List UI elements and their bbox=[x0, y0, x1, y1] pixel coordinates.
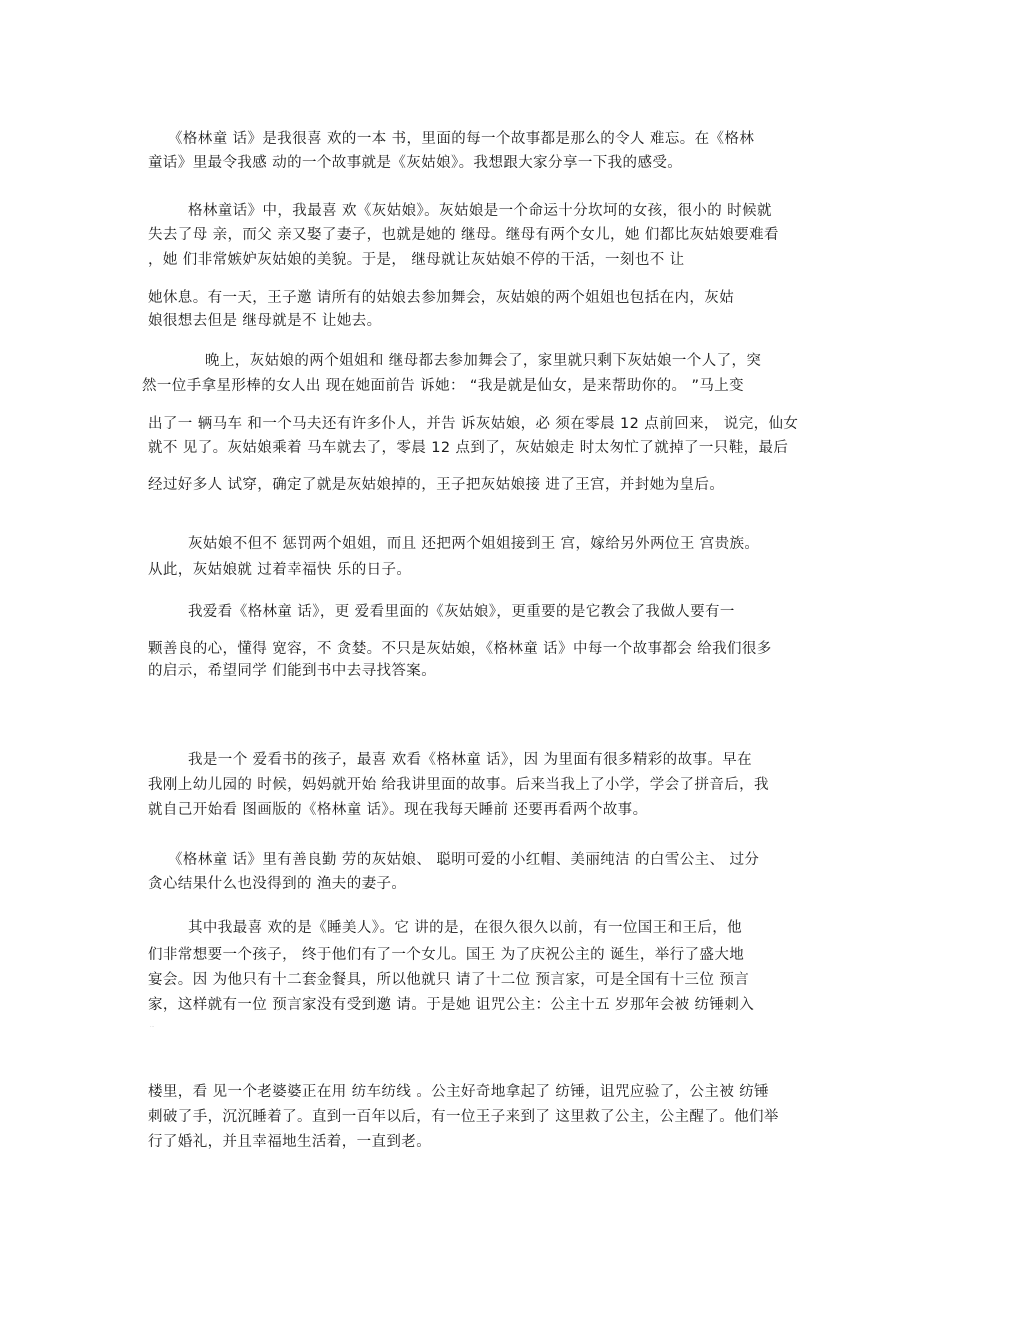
text-line: 的启示，希望同学 们能到书中去寻找答案。 bbox=[148, 663, 437, 679]
text-line: 刺破了手，沉沉睡着了。直到一百年以后，有一位王子来到了 这里救了公主，公主醒了。他们举 bbox=[148, 1109, 779, 1125]
text-line: 从此，灰姑娘就 过着幸福快 乐的日子。 bbox=[148, 562, 412, 578]
text-line: 童话》里最令我感 动的一个故事就是《灰姑娘》。我想跟大家分享一下我的感受。 bbox=[148, 155, 683, 171]
text-line: 们非常想要一个孩子， 终于他们有了一个女儿。国王 为了庆祝公主的 诞生，举行了盛大地 bbox=[148, 947, 745, 963]
text-line: 其中我最喜 欢的是《睡美人》。它 讲的是，在很久很久以前，有一位国王和王后，他 bbox=[188, 920, 743, 936]
text-line: 《格林童 话》里有善良勤 劳的灰姑娘、 聪明可爱的小红帽、美丽纯洁 的白雪公主、 过分 bbox=[168, 852, 760, 868]
text-line: 我爱看《格林童 话》，更 爱看里面的《灰姑娘》，更重要的是它教会了我做人要有一 bbox=[188, 604, 735, 620]
text-line: 颗善良的心，懂得 宽容，不 贪婪。不只是灰姑娘，《格林童 话》中每一个故事都会 给我们很多 bbox=[148, 641, 772, 657]
text-line: 贪心结果什么也没得到的 渔夫的妻子。 bbox=[148, 876, 407, 892]
text-line: 就自己开始看 图画版的《格林童 话》。现在我每天睡前 还要再看两个故事。 bbox=[148, 802, 648, 818]
text-line: 娘很想去但是 继母就是不 让她去。 bbox=[148, 313, 382, 329]
text-line: 失去了母 亲，而父 亲又娶了妻子，也就是她的 继母。继母有两个女儿，她 们都比灰姑娘要难看 bbox=[148, 227, 779, 243]
text-line: 《格林童 话》是我很喜 欢的一本 书，里面的每一个故事都是那么的令人 难忘。在《格林 bbox=[168, 131, 755, 147]
text-line: 我是一个 爱看书的孩子，最喜 欢看《格林童 话》，因 为里面有很多精彩的故事。早在 bbox=[188, 752, 753, 768]
text-line: 格林童话》中，我最喜 欢《灰姑娘》。灰姑娘是一个命运十分坎坷的女孩，很小的 时候就 bbox=[188, 203, 772, 219]
text-line: 灰姑娘不但不 惩罚两个姐姐，而且 还把两个姐姐接到王 宫，嫁给另外两位王 宫贵族。 bbox=[188, 536, 760, 552]
text-line: 家，这样就有一位 预言家没有受到邀 请。于是她 诅咒公主：公主十五 岁那年会被 纺锤刺入 bbox=[148, 997, 755, 1013]
text-line: 经过好多人 试穿，确定了就是灰姑娘掉的，王子把灰姑娘接 进了王宫，并封她为皇后。 bbox=[148, 477, 725, 493]
text-line: 行了婚礼，并且幸福地生活着，一直到老。 bbox=[148, 1134, 432, 1150]
text-line: 出了一 辆马车 和一个马夫还有许多仆人，并告 诉灰姑娘，必 须在零晨 12 点前回来， 说完，仙女 bbox=[148, 416, 799, 432]
text-line: 楼里，看 见一个老婆婆正在用 纺车纺线 。公主好奇地拿起了 纺锤，诅咒应验了，公主被 纺锤 bbox=[148, 1084, 770, 1100]
text-line: 晚上，灰姑娘的两个姐姐和 继母都去参加舞会了，家里就只剩下灰姑娘一个人了，突 bbox=[205, 353, 762, 369]
text-line: 宴会。因 为他只有十二套金餐具，所以他就只 请了十二位 预言家，可是全国有十三位 预言 bbox=[148, 972, 750, 988]
text-line: 她休息。有一天，王子邀 请所有的姑娘去参加舞会，灰姑娘的两个姐姐也包括在内，灰姑 bbox=[148, 290, 735, 306]
text-line: 我刚上幼儿园的 时候，妈妈就开始 给我讲里面的故事。后来当我上了小学，学会了拼音后，我 bbox=[148, 777, 769, 793]
faint-footnote: ... bbox=[150, 1023, 155, 1028]
text-line: ，她 们非常嫉妒灰姑娘的美貌。于是， 继母就让灰姑娘不停的干活，一刻也不 让 bbox=[148, 252, 685, 268]
text-line: 然一位手拿星形棒的女人出 现在她面前告 诉她： “我是就是仙女，是来帮助你的。 ”马上变 bbox=[142, 378, 745, 394]
text-line: 就不 见了。灰姑娘乘着 马车就去了，零晨 12 点到了，灰姑娘走 时太匆忙了就掉了一只鞋，最后 bbox=[148, 440, 789, 456]
